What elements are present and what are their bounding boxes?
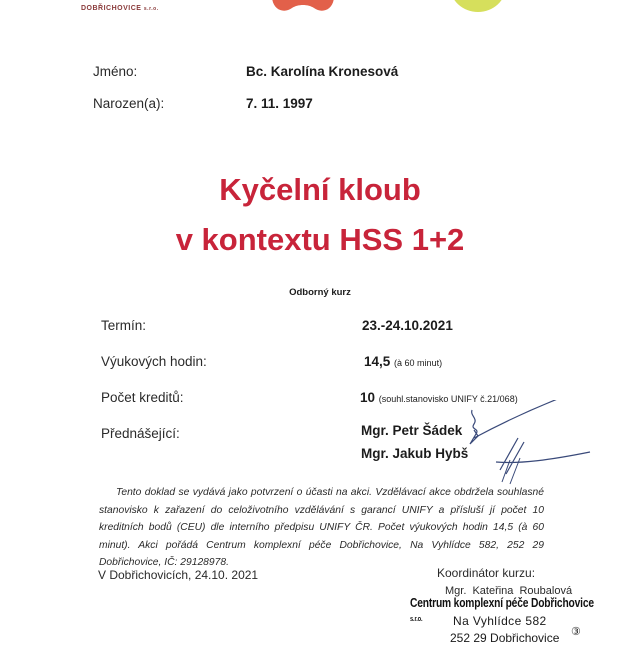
birth-label: Narozen(a): (93, 96, 165, 111)
lecturer-2: Mgr. Jakub Hybš (361, 446, 469, 461)
lecturer-1: Mgr. Petr Šádek (361, 423, 463, 438)
term-value: 23.-24.10.2021 (362, 318, 453, 333)
red-logo-shape-icon (270, 0, 336, 14)
course-title-line1: Kyčelní kloub (219, 172, 421, 207)
stamp-organization-suffix: s.r.o. (410, 616, 423, 623)
lecturers-label: Přednášející: (101, 426, 180, 441)
course-type: Odborný kurz (289, 287, 351, 298)
logo-suffix: s.r.o. (143, 6, 159, 12)
credits-label: Počet kreditů: (101, 390, 184, 405)
hours-value: 14,5 (364, 354, 391, 369)
stamp-number: ③ (571, 626, 581, 638)
stamp-city: 252 29 Dobřichovice (450, 631, 560, 645)
course-title-line2: v kontextu HSS 1+2 (175, 222, 465, 257)
place-and-date: V Dobřichovicích, 24.10. 2021 (98, 568, 259, 582)
coordinator-name: Mgr. Kateřina Roubalová (445, 585, 573, 597)
hours-label: Výukových hodin: (101, 354, 207, 369)
confirmation-statement: Tento doklad se vydává jako potvrzení o účasti na akci. Vzdělávací akce obdržela souhlasné stanovisko k zařazení do celoživotního vzdělávání s garancí UNIFY a přísluší jí počet 10 kreditních bodů (CEU) dle interního předpisu UNIFY ČR. Počet výukových hodin 14,5 (à 60 minut). Akci pořádá Centrum komplexní péče Dobřichovice, Na Vyhlídce 582, 252 29 Dobřichovice, IČ: 29128978. (99, 487, 544, 568)
coordinator-label: Koordinátor kurzu: (437, 566, 536, 580)
green-logo-circle-icon (450, 0, 506, 12)
hours-value-row (364, 354, 442, 369)
credits-value: 10 (360, 390, 376, 405)
name-label: Jméno: (93, 64, 138, 79)
term-label: Termín: (101, 318, 147, 333)
birth-value: 7. 11. 1997 (246, 96, 313, 111)
credits-note: (souhl.stanovisko UNIFY č.21/068) (378, 394, 518, 404)
organization-logo-text (81, 5, 159, 12)
stamp-address: Na Vyhlídce 582 (453, 614, 547, 628)
hours-note: (à 60 minut) (394, 358, 443, 368)
name-value: Bc. Karolína Kronesová (246, 64, 399, 79)
logo-name: DOBŘICHOVICE (81, 5, 142, 12)
stamp-organization-name: Centrum komplexní péče Dobřichovice (410, 596, 594, 610)
